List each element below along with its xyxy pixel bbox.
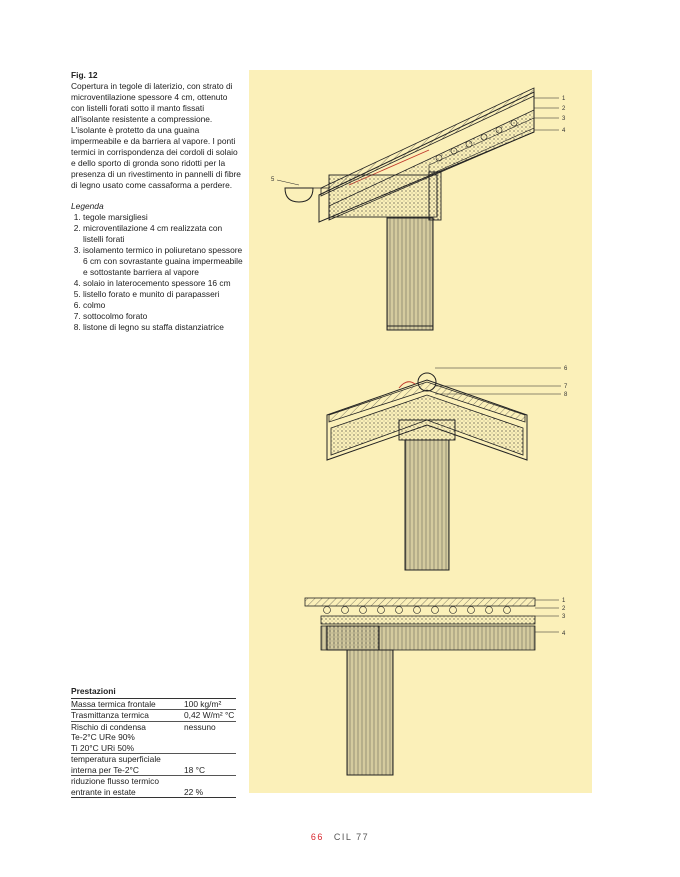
- callout-label: 5: [271, 177, 275, 183]
- callout-label: 1: [562, 598, 566, 604]
- eaves-detail-drawing: [277, 88, 559, 330]
- roof-section-drawings: [249, 70, 592, 793]
- callout-label: 1: [562, 96, 566, 102]
- callout-label: 8: [564, 392, 568, 398]
- table-row: [71, 699, 236, 711]
- row-value: [184, 754, 236, 765]
- table-row: [71, 743, 236, 755]
- figure-description: Copertura in tegole di laterizio, con strato di microventilazione spessore 4 cm, ottenuto con listelli forati sotto il manto fissati all'isolante resistente a compressione. L'isolante è protetto da una guaina impermeabile e da barriera al vapore. I ponti termici in corrispondenza dei cordoli di solaio e dello sporto di gronda sono ridotti per la presenza di un rivestimento in pannelli di fibre di legno usato come cassaforma a perdere.: [71, 81, 241, 190]
- table-row: [71, 776, 236, 787]
- legend-item: 6. colmo: [83, 300, 243, 311]
- row-value: [184, 776, 236, 787]
- legend-item: 5. listello forato e munito di parapasseri: [83, 289, 243, 300]
- callout-label: 4: [562, 128, 566, 134]
- callout-label: 3: [562, 116, 566, 122]
- legend-item: 1. tegole marsigliesi: [83, 212, 243, 223]
- callout-label: 2: [562, 606, 566, 612]
- table-row: [71, 710, 236, 722]
- table-row: [71, 722, 236, 733]
- figure-number: Fig. 12: [71, 70, 98, 80]
- row-value: nessuno: [184, 721, 216, 732]
- figure-caption: [71, 70, 243, 333]
- page-footer: [0, 832, 680, 842]
- magazine-name: CIL 77: [333, 832, 370, 842]
- legend-item: 2. microventilazione 4 cm realizzata con listelli forati: [83, 223, 243, 245]
- row-label: Ti 20°C URi 50%: [71, 742, 135, 753]
- drawing-panel: [249, 70, 592, 793]
- callout-label: 6: [564, 366, 568, 372]
- callout-label: 4: [562, 631, 566, 637]
- legend-item: 4. solaio in laterocemento spessore 16 cm: [83, 278, 243, 289]
- row-label: riduzione flusso termico: [71, 776, 159, 786]
- legend-item: 3. isolamento termico in poliuretano spessore 6 cm con sovrastante guaina impermeabile e sottostante barriera al vapore: [83, 245, 243, 278]
- page-number: 66: [310, 832, 324, 842]
- callout-label: 3: [562, 614, 566, 620]
- legend-list: [71, 212, 243, 333]
- table-row: [71, 787, 236, 799]
- row-label: temperatura superficiale: [71, 754, 161, 764]
- row-value: 100 kg/m²: [184, 698, 222, 709]
- performance-table: [71, 686, 236, 798]
- table-row: [71, 765, 236, 777]
- row-value: 18 °C: [184, 764, 206, 775]
- table-row: [71, 754, 236, 765]
- legend-item: 7. sottocolmo forato: [83, 311, 243, 322]
- flat-roof-detail-drawing: [305, 598, 559, 775]
- legend-item: 8. listone di legno su staffa distanziatrice: [83, 322, 243, 333]
- row-value: 0,42 W/m² °C: [184, 710, 235, 720]
- row-label: Rischio di condensa: [71, 721, 146, 732]
- performance-title: Prestazioni: [71, 686, 236, 699]
- row-label: interna per Te-2°C: [71, 764, 139, 775]
- row-label: Te-2°C URe 90%: [71, 732, 135, 742]
- row-label: entrante in estate: [71, 786, 136, 797]
- row-value: 22 %: [184, 786, 204, 797]
- row-value: [184, 732, 236, 743]
- callout-label: 2: [562, 106, 566, 112]
- callout-label: 7: [564, 384, 568, 390]
- table-row: [71, 732, 236, 743]
- row-label: Trasmittanza termica: [71, 710, 149, 720]
- row-value: [184, 743, 236, 754]
- ridge-detail-drawing: [327, 368, 561, 570]
- legend-title: Legenda: [71, 201, 104, 211]
- row-label: Massa termica frontale: [71, 698, 156, 709]
